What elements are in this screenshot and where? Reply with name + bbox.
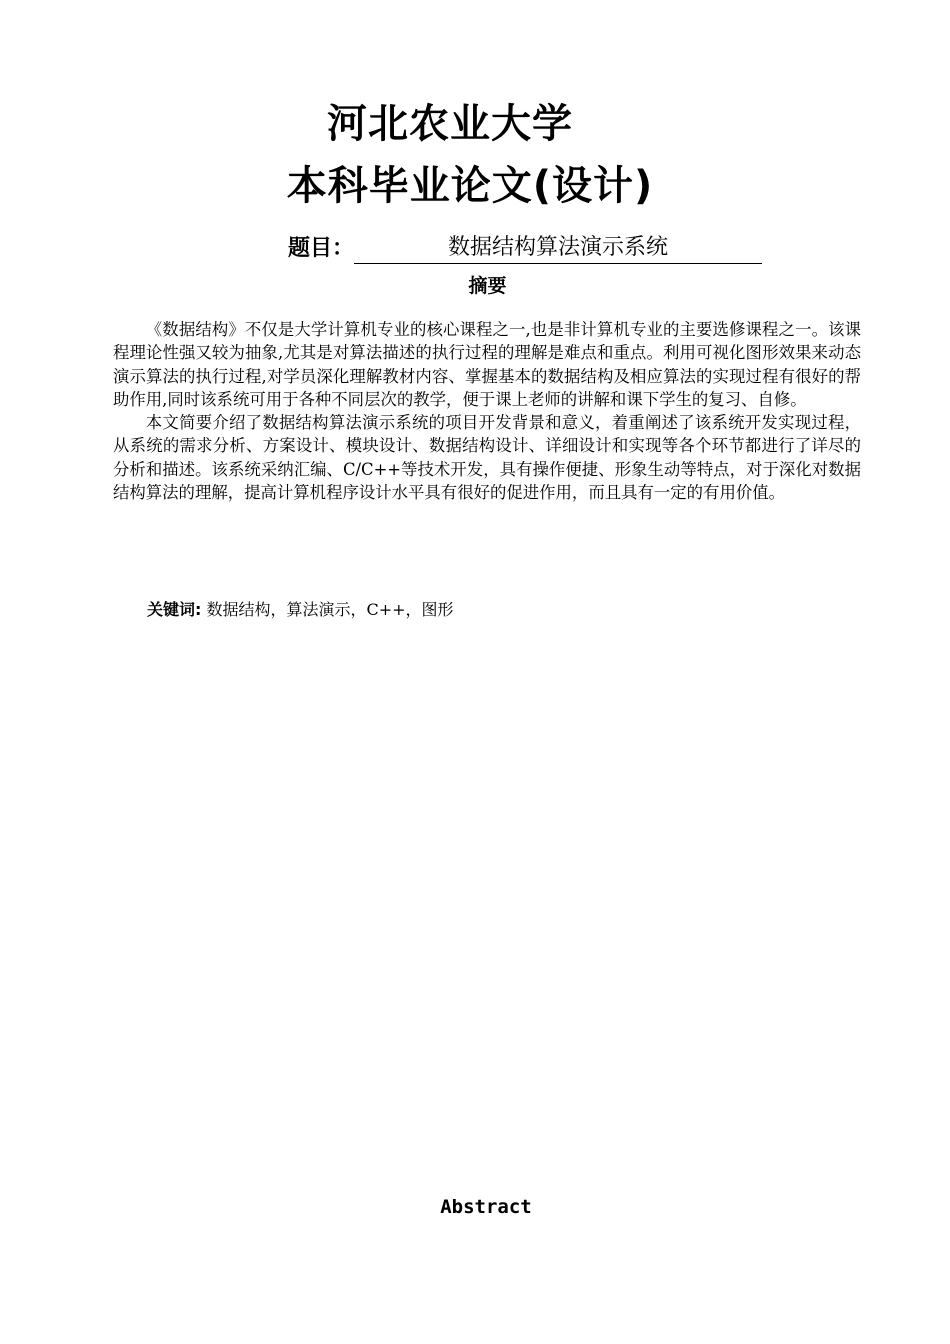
topic-value: 数据结构算法演示系统 (354, 233, 762, 264)
abstract-heading-en: Abstract (440, 1196, 532, 1218)
abstract-body-cn (113, 318, 861, 504)
keywords-label: 关键词: (147, 600, 202, 619)
keywords-value: 数据结构，算法演示，C++，图形 (206, 600, 454, 619)
keywords-line (147, 598, 454, 622)
abstract-heading-cn: 摘要 (468, 275, 507, 297)
topic-label: 题目： (288, 236, 355, 261)
abstract-paragraph: 本文简要介绍了数据结构算法演示系统的项目开发背景和意义，着重阐述了该系统开发实现过程，从系统的需求分析、方案设计、模块设计、数据结构设计、详细设计和实现等各个环节都进行了详尽的分析和描述。该系统采纳汇编、C/C++等技术开发，具有操作便捷、形象生动等特点，对于深化对数据结构算法的理解，提高计算机程序设计水平具有很好的促进作用，而且具有一定的有用价值。 (113, 413, 861, 503)
topic-row (288, 232, 762, 264)
university-title: 河北农业大学 (327, 101, 573, 147)
abstract-paragraph: 《数据结构》不仅是大学计算机专业的核心课程之一,也是非计算机专业的主要选修课程之一。该课程理论性强又较为抽象,尤其是对算法描述的执行过程的理解是难点和重点。利用可视化图形效果来动态演示算法的执行过程,对学员深化理解教材内容、掌握基本的数据结构及相应算法的实现过程有很好的帮助作用,同时该系统可用于各种不同层次的教学，便于课上老师的讲解和课下学生的复习、自修。 (113, 320, 861, 409)
thesis-type-title: 本科毕业论文(设计) (286, 163, 654, 209)
